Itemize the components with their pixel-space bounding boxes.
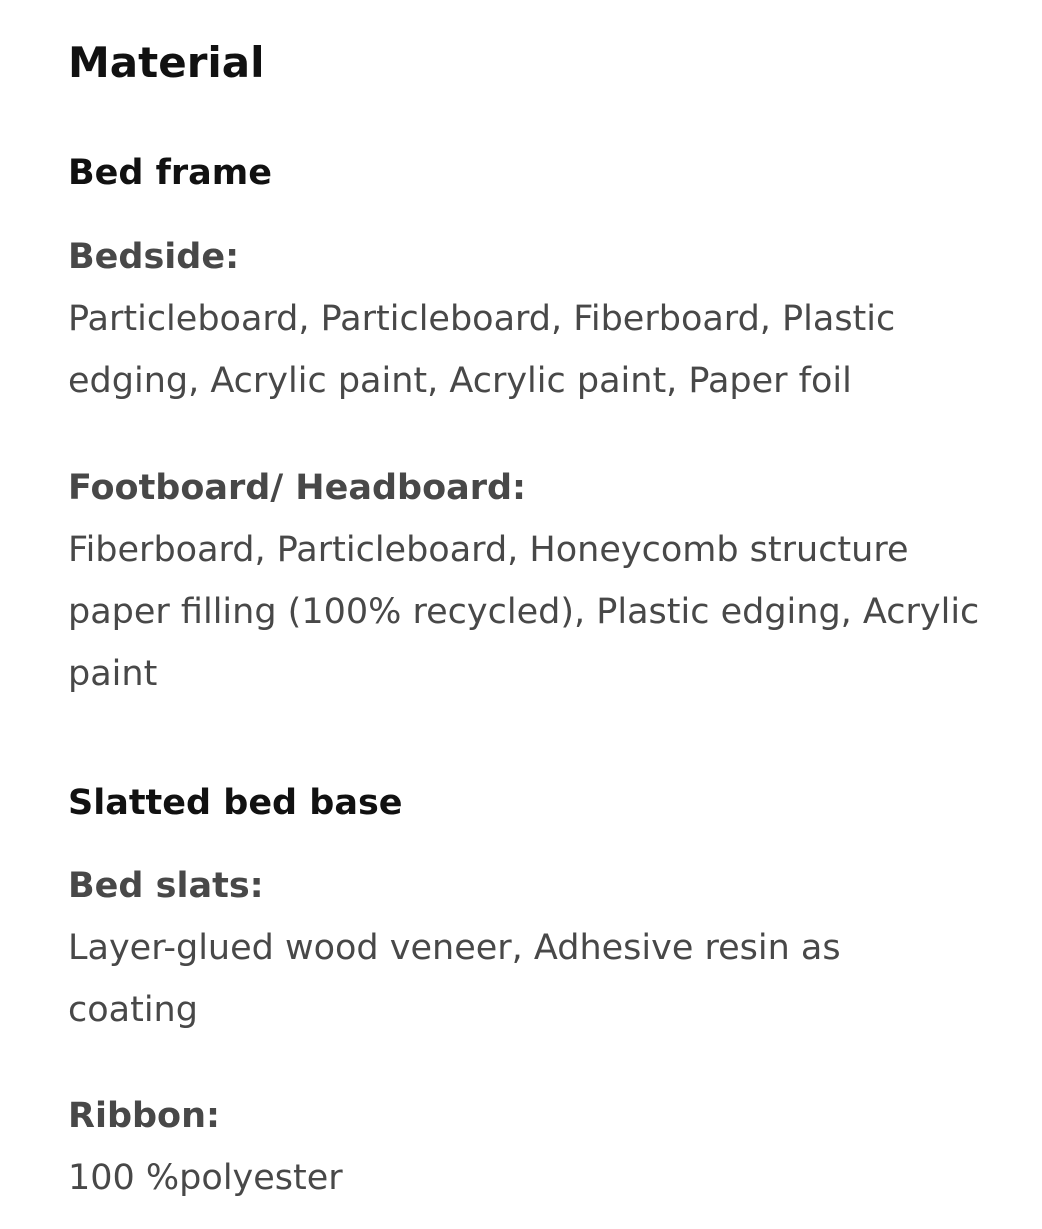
material-part-bed-slats <box>68 855 1018 1041</box>
section-title-slatted-bed-base: Slatted bed base <box>68 783 403 823</box>
material-part-ribbon <box>68 1085 1018 1209</box>
part-value <box>68 519 1018 705</box>
part-value-line: edging, Acrylic paint, Acrylic paint, Paper foil <box>68 361 852 401</box>
part-label: Bed slats: <box>68 866 264 906</box>
part-label: Footboard/ Headboard: <box>68 468 527 508</box>
part-value-line: 100 %polyester <box>68 1158 343 1198</box>
part-value-line: coating <box>68 990 198 1030</box>
part-label: Ribbon: <box>68 1096 221 1136</box>
part-value-line: paint <box>68 654 158 694</box>
material-part-bedside <box>68 226 1018 412</box>
part-label: Bedside: <box>68 237 240 277</box>
part-value-line: paper filling (100% recycled), Plastic edging, Acrylic <box>68 592 980 632</box>
part-value <box>68 917 1018 1041</box>
part-value-line: Particleboard, Particleboard, Fiberboard, Plastic <box>68 299 896 339</box>
part-value-line: Fiberboard, Particleboard, Honeycomb structure <box>68 530 909 570</box>
section-title-bed-frame: Bed frame <box>68 153 272 193</box>
part-value <box>68 1147 1018 1209</box>
part-value-line: Layer-glued wood veneer, Adhesive resin as <box>68 928 841 968</box>
part-value <box>68 288 1018 412</box>
material-part-footboard-headboard <box>68 457 1018 705</box>
page-title: Material <box>68 38 265 87</box>
